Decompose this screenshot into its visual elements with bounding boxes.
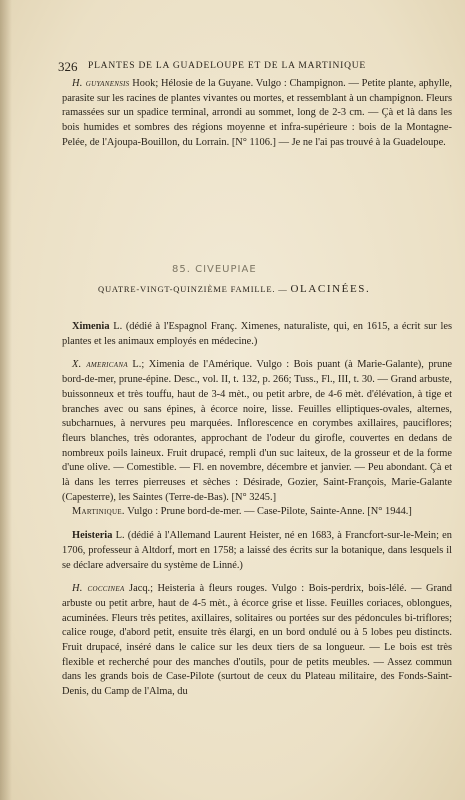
- family-order: QUATRE-VINGT-QUINZIÈME FAMILLE. —: [98, 284, 288, 294]
- species-name: H. guyanensis: [72, 78, 130, 89]
- page-header: [58, 60, 458, 74]
- main-text: [62, 320, 452, 700]
- genus-description: L. (dédié à l'Allemand Laurent Heister, né en 1683, à Francfort-sur-le-Mein; en 1706, professeur à Altdorf, mort en 1758; a laissé des écrits sur la botanique, dans lesquels il se déclare adversaire du système de Linné.): [62, 530, 452, 571]
- species-name: H. coccinea: [72, 583, 125, 595]
- genus-description: L. (dédié à l'Espagnol Franç. Ximenes, naturaliste, qui, en 1615, a écrit sur les plantes et les animaux employés en médecine.): [62, 321, 452, 347]
- locality-text: Vulgo : Prune bord-de-mer. — Case-Pilote, Sainte-Anne. [N° 1944.]: [127, 506, 412, 518]
- helosis-entry: [62, 77, 452, 151]
- locality-label: Martinique.: [72, 506, 125, 518]
- page-gutter-shadow: [0, 0, 12, 800]
- page-number: 326: [58, 59, 78, 74]
- species-name: X. americana: [72, 359, 128, 371]
- species-description: Hook; Hélosie de la Guyane. Vulgo : Champignon. — Petite plante, aphylle, parasite sur les racines de plantes vivantes ou mortes, et ressemblant à un champignon. Fleurs ramassées sur un spadice terminal, arrondi au sommet, long de 2-3 cm. — Çà et là dans les bois humides et sombres des régions moyenne et infra-supérieure : bois de la Montagne-Pelée, de l'Ajoupa-Bouillon, du Lorrain. [N° 1106.] — Je ne l'ai pas trouvé à la Guadeloupe.: [62, 78, 453, 148]
- genus-name: Heisteria: [72, 530, 113, 542]
- species-description: Jacq.; Heisteria à fleurs rouges. Vulgo : Bois-perdrix, bois-lélé. — Grand arbuste ou petit arbre, haut de 4-5 mèt., à écorce grise et lisse. Feuilles coriaces, oblongues, acuminées. Fleurs très petites, axillaires, solitaires ou portées sur des pédoncules bi-triflores; calice rouge, d'abord petit, ensuite très élargi, en un bord ondulé ou à 5 lobes peu distincts. Fruit drupacé, inséré dans le calice sur les deux tiers de sa longueur. — Le bois est très flexible et recherché pour des manches d'outils, pour de petits meubles. — Assez commun dans les grands bois de Case-Pilote (surtout de ceux du Plateau militaire, des Fonds-Saint-Denis, du Camp de l'Alma, du: [62, 583, 452, 698]
- family-heading: [98, 283, 465, 295]
- running-title: PLANTES DE LA GUADELOUPE ET DE LA MARTINIQUE: [88, 61, 367, 71]
- pencil-annotation: 85. CIVEUPIAE: [172, 264, 257, 275]
- genus-name: Ximenia: [72, 321, 110, 332]
- family-name: OLACINÉES.: [290, 283, 371, 295]
- species-description: L.; Ximenia de l'Amérique. Vulgo : Bois puant (à Marie-Galante), prune bord-de-mer, prune-épine. Desc., vol. II, t. 132, p. 266; Tuss., Fl., III, t. 30. — Grand arbuste, buissonneux et très touffu, haut de 3-4 mèt., ou petit arbre, de 4-6 mèt. d'élévation, à tige et branches avec ou sans épines, à écorce noire, lisse. Feuilles elliptiques-ovales, alternes, subcharnues, à nervures peu marquées. Inflorescence en corymbes axillaires, pauciflores; fleurs blanches, très odorantes, approchant de l'odeur du girofle, couvertes en dedans de nombreux poils laineux. Fruit drupacé, rempli d'un suc laiteux, de la grosseur et de la forme d'une olive. — Comestible. — Fl. en novembre, décembre et janvier. — Peu abondant. Çà et là dans les terres pierreuses et sèches : Désirade, Gozier, Saint-François, Marie-Galante (Capesterre), les Saintes (Terre-de-Bas). [N° 3245.]: [62, 359, 452, 503]
